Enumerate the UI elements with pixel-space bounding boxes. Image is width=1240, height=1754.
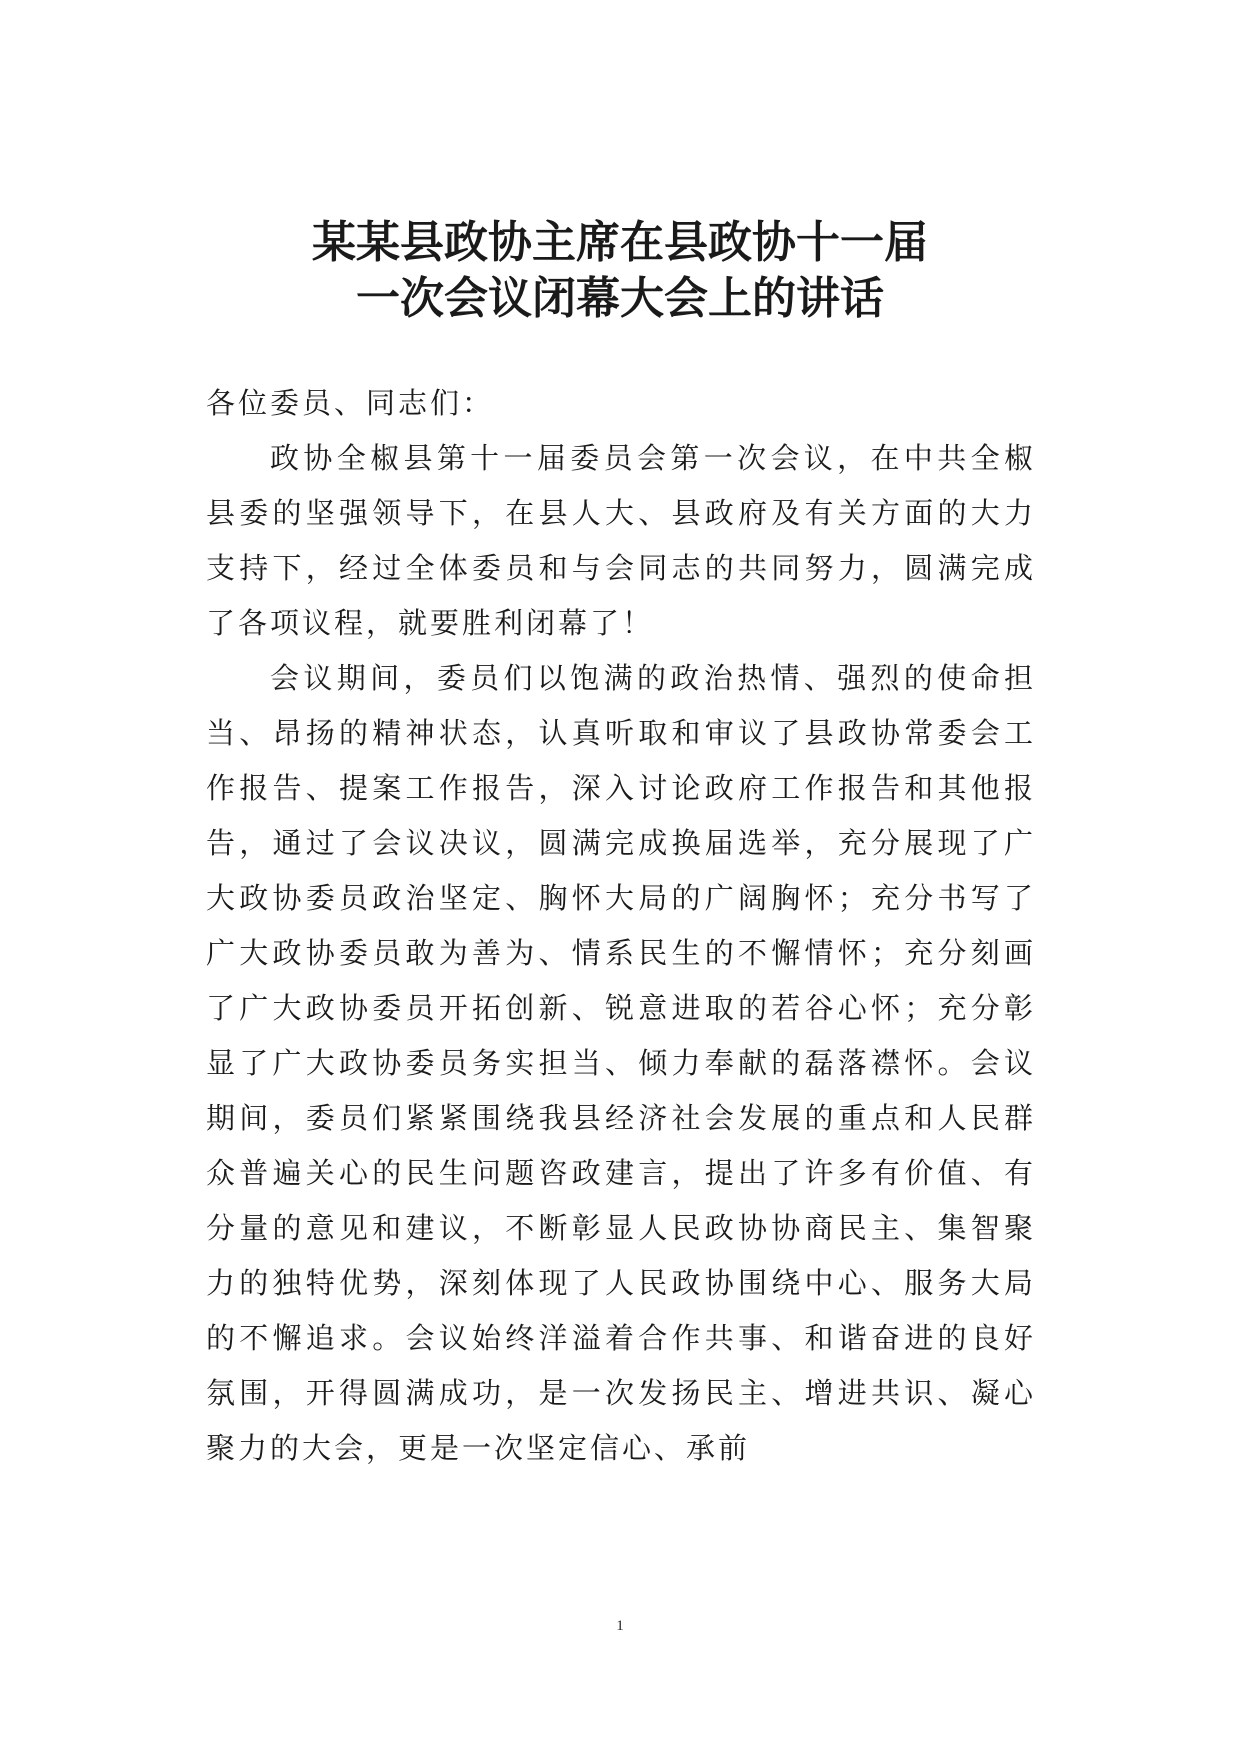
document-title-line-1: 某某县政协主席在县政协十一届 <box>312 217 928 268</box>
body-paragraph: 会议期间，委员们以饱满的政治热情、强烈的使命担当、昂扬的精神状态，认真听取和审议了县政协常委会工作报告、提案工作报告，深入讨论政府工作报告和其他报告，通过了会议决议，圆满完成换届选举，充分展现了广大政协委员政治坚定、胸怀大局的广阔胸怀；充分书写了广大政协委员敢为善为、情系民生的不懈情怀；充分刻画了广大政协委员开拓创新、锐意进取的若谷心怀；充分彰显了广大政协委员务实担当、倾力奉献的磊落襟怀。会议期间，委员们紧紧围绕我县经济社会发展的重点和人民群众普遍关心的民生问题咨政建言，提出了许多有价值、有分量的意见和建议，不断彰显人民政协协商民主、集智聚力的独特优势，深刻体现了人民政协围绕中心、服务大局的不懈追求。会议始终洋溢着合作共事、和谐奋进的良好氛围，开得圆满成功，是一次发扬民主、增进共识、凝心聚力的大会，更是一次坚定信心、承前 <box>206 661 1036 1465</box>
body-paragraph: 政协全椒县第十一届委员会第一次会议，在中共全椒县委的坚强领导下，在县人大、县政府及有关方面的大力支持下，经过全体委员和与会同志的共同努力，圆满完成了各项议程，就要胜利闭幕了！ <box>206 441 1036 640</box>
document-title-line-2: 一次会议闭幕大会上的讲话 <box>356 273 884 324</box>
salutation: 各位委员、同志们： <box>206 386 495 420</box>
page-number: 1 <box>616 1618 624 1634</box>
